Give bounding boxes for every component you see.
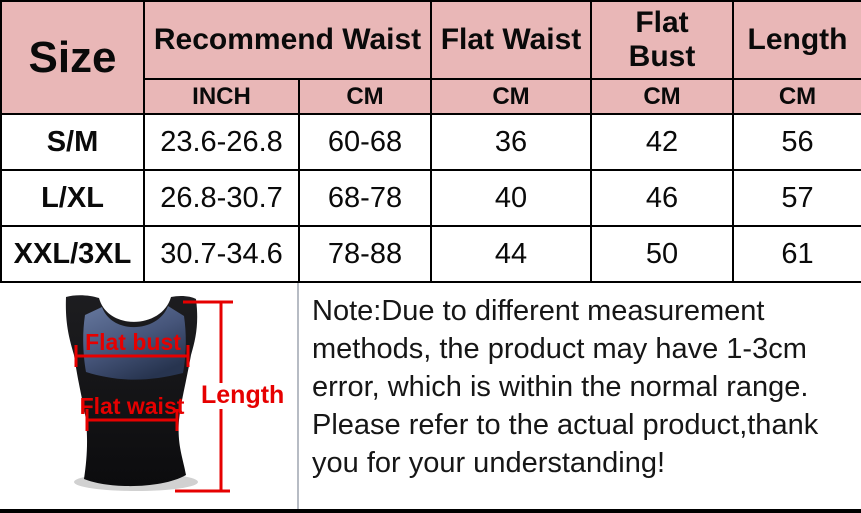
note-text-line: Please refer to the actual product,thank <box>312 409 819 441</box>
header-length: Length <box>733 1 861 79</box>
waist-cm-value: 68-78 <box>299 170 431 226</box>
size-label: S/M <box>1 114 144 170</box>
length-label: Length <box>201 381 285 409</box>
bottom-border-bar <box>0 509 861 513</box>
header-recommend-waist: Recommend Waist <box>144 1 431 79</box>
flat-bust-label: Flat bust <box>85 329 181 355</box>
size-label: XXL/3XL <box>1 226 144 282</box>
header-row-main <box>1 1 861 79</box>
flat-waist-label: Flat waist <box>79 393 185 419</box>
unit-cm-flat-bust: CM <box>591 79 733 114</box>
waist-inch-value: 30.7-34.6 <box>144 226 299 282</box>
header-size: Size <box>1 1 144 114</box>
note-text-line: methods, the product may have 1-3cm <box>312 333 807 365</box>
length-value: 57 <box>733 170 861 226</box>
unit-cm-flat-waist: CM <box>431 79 591 114</box>
note-text-line: you for your understanding! <box>312 447 666 479</box>
waist-inch-value: 23.6-26.8 <box>144 114 299 170</box>
unit-inch: INCH <box>144 79 299 114</box>
length-value: 61 <box>733 226 861 282</box>
vest-image <box>0 283 297 509</box>
flat-bust-value: 42 <box>591 114 733 170</box>
flat-bust-value: 46 <box>591 170 733 226</box>
unit-cm-length: CM <box>733 79 861 114</box>
flat-waist-value: 44 <box>431 226 591 282</box>
product-diagram <box>0 283 297 509</box>
table-row <box>1 226 861 282</box>
flat-waist-value: 36 <box>431 114 591 170</box>
waist-cm-value: 78-88 <box>299 226 431 282</box>
note-text-line: Note:Due to different measurement <box>312 295 765 327</box>
waist-cm-value: 60-68 <box>299 114 431 170</box>
table-row <box>1 114 861 170</box>
header-flat-waist: Flat Waist <box>431 1 591 79</box>
flat-bust-value: 50 <box>591 226 733 282</box>
header-flat-bust: Flat Bust <box>591 1 733 79</box>
flat-waist-value: 40 <box>431 170 591 226</box>
length-value: 56 <box>733 114 861 170</box>
bottom-section <box>0 283 861 509</box>
unit-cm-waist: CM <box>299 79 431 114</box>
note-text-line: error, which is within the normal range. <box>312 371 809 403</box>
table-row <box>1 170 861 226</box>
waist-inch-value: 26.8-30.7 <box>144 170 299 226</box>
size-label: L/XL <box>1 170 144 226</box>
note-box <box>297 283 861 509</box>
